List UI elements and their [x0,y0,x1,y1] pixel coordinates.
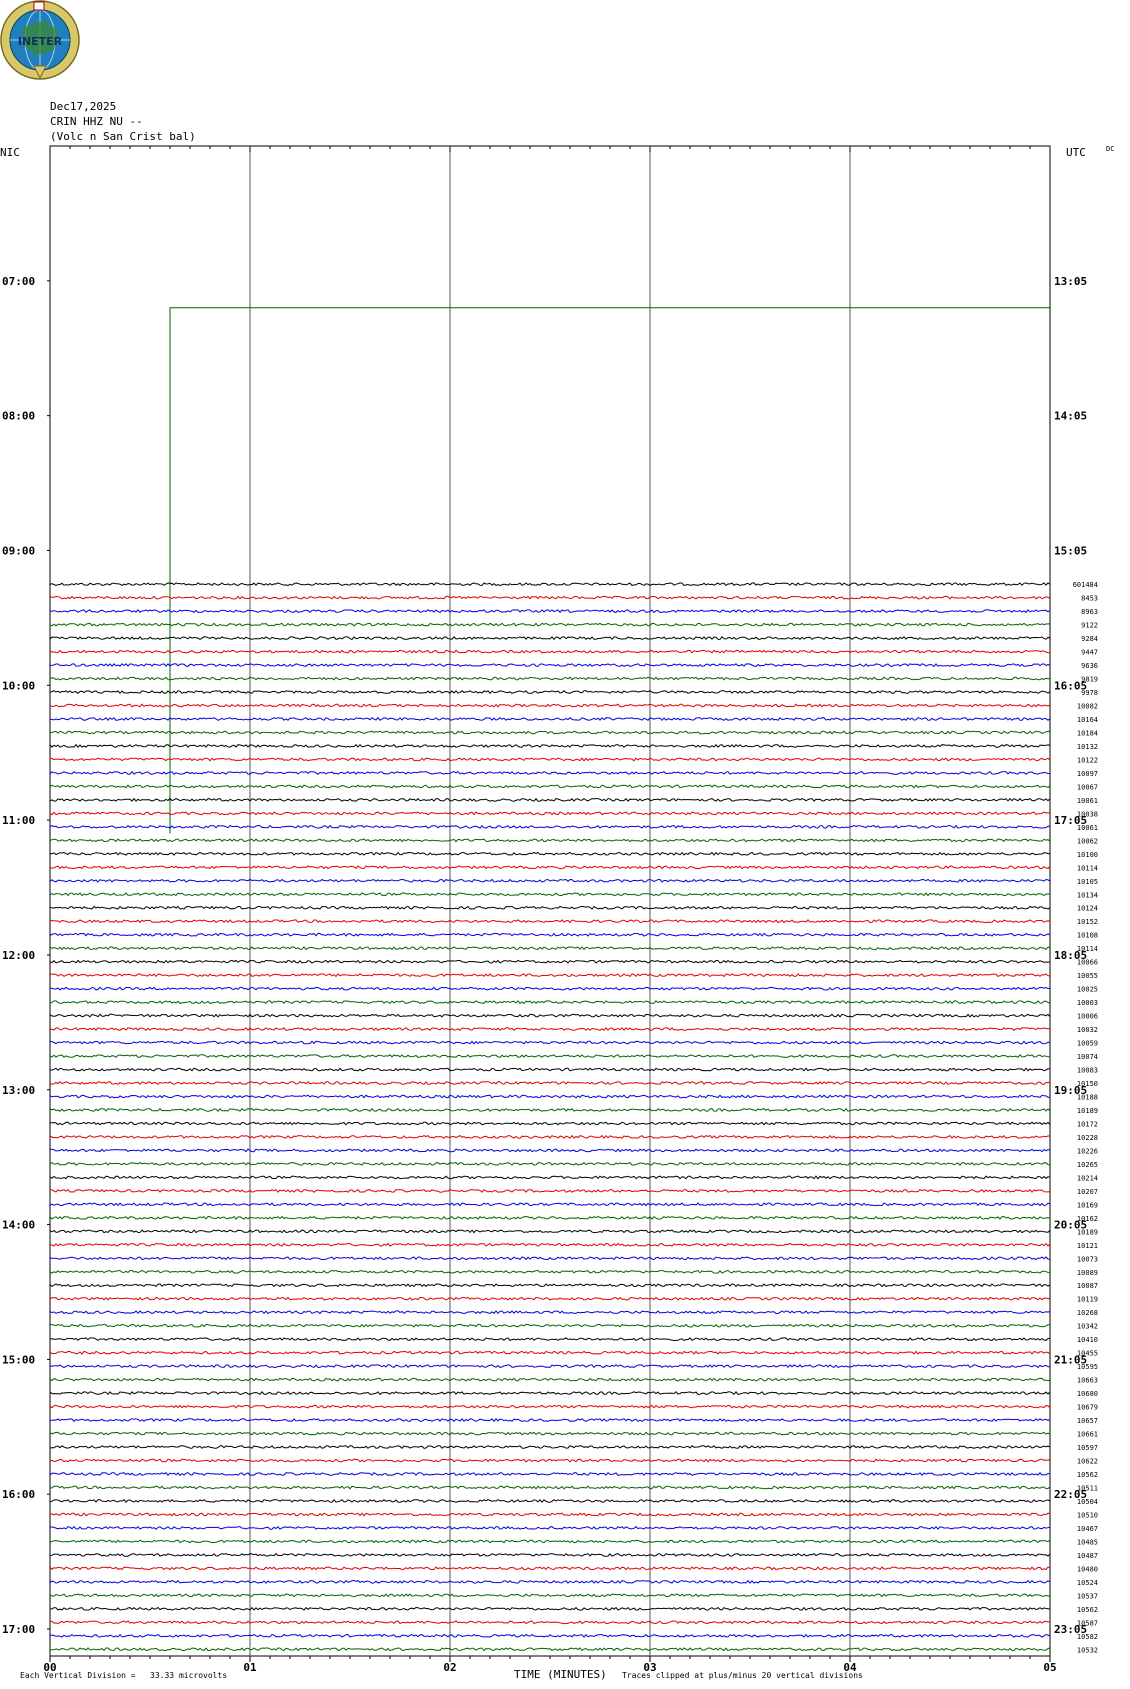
dc-value: 10122 [1076,756,1098,765]
seismic-trace [50,610,1050,613]
left-hour-label: 15:00 [2,1353,36,1367]
seismic-trace [50,933,1050,936]
seismic-trace [50,1028,1050,1031]
dc-value: 9284 [1081,635,1098,644]
dc-value: 10562 [1076,1605,1098,1614]
x-tick-label: 04 [843,1661,857,1674]
right-hour-label: 21:05 [1054,1353,1088,1367]
footer-scale-note: Each Vertical Division = 33.33 microvolts [20,1671,228,1680]
dc-value: 10124 [1076,904,1098,913]
seismic-trace [50,1405,1050,1408]
dc-value: 10061 [1076,823,1098,832]
dc-value: 10467 [1076,1524,1098,1533]
dc-value: 10121 [1076,1241,1098,1250]
dc-value: 10214 [1076,1174,1098,1183]
seismic-trace [50,704,1050,707]
dc-value: 10562 [1076,1470,1098,1479]
x-axis-title: TIME (MINUTES) [514,1668,607,1681]
dc-value: 10074 [1076,1053,1098,1062]
dc-header: DC [1106,145,1115,153]
dc-value: 8963 [1081,608,1098,617]
dc-value: 10511 [1076,1484,1098,1493]
dc-value: 10587 [1076,1619,1098,1628]
right-hour-label: 16:05 [1054,679,1088,693]
seismic-trace [50,1082,1050,1085]
seismic-trace [50,691,1050,694]
seismic-trace [50,1244,1050,1247]
seismic-trace [50,974,1050,977]
dc-value: 9978 [1081,689,1098,698]
seismic-trace [50,947,1050,950]
dc-value: 10663 [1076,1376,1098,1385]
dc-value: 9819 [1081,675,1098,684]
dc-value: 10150 [1076,1080,1098,1089]
svg-text:INETER: INETER [17,35,63,48]
dc-value: 10189 [1076,1106,1098,1115]
seismic-trace [50,866,1050,869]
left-hour-label: 09:00 [2,544,36,558]
seismic-trace [50,1297,1050,1300]
seismic-trace [50,1176,1050,1179]
seismic-trace [50,637,1050,640]
seismic-trace [50,1351,1050,1354]
seismic-trace [50,1513,1050,1516]
seismic-trace [50,1635,1050,1638]
seismic-trace [50,1527,1050,1530]
seismic-trace [50,583,1050,586]
dc-value: 10082 [1076,702,1098,711]
dc-value: 10532 [1076,1646,1098,1655]
left-axis-title: NIC [0,146,20,159]
seismic-trace [50,1486,1050,1489]
seismic-trace [50,677,1050,680]
dc-value: 10480 [1076,1565,1098,1574]
right-hour-label: 19:05 [1054,1083,1088,1097]
dc-value: 10061 [1076,796,1098,805]
seismic-trace [50,758,1050,761]
dc-value: 10268 [1076,1309,1098,1318]
seismic-trace [50,1271,1050,1274]
dc-value: 8453 [1081,594,1098,603]
dc-value: 10025 [1076,985,1098,994]
seismic-trace [50,1621,1050,1624]
dc-value: 10524 [1076,1578,1098,1587]
seismic-trace [50,745,1050,748]
seismic-trace [50,1392,1050,1395]
dc-value: 10119 [1076,1295,1098,1304]
seismic-trace [50,1122,1050,1125]
right-hour-label: 22:05 [1054,1488,1088,1502]
dc-value: 10100 [1076,850,1098,859]
right-hour-label: 17:05 [1054,814,1088,828]
dc-value: 10089 [1076,1268,1098,1277]
dc-value: 10537 [1076,1592,1098,1601]
seismic-trace [50,799,1050,802]
left-hour-label: 07:00 [2,274,36,288]
seismic-trace [50,1149,1050,1152]
dc-value: 10108 [1076,931,1098,940]
left-hour-label: 11:00 [2,814,36,828]
seismic-trace [50,1055,1050,1058]
dc-value: 10680 [1076,1390,1098,1399]
dc-value: 10188 [1076,1093,1098,1102]
dc-value: 10062 [1076,837,1098,846]
x-tick-label: 05 [1043,1661,1057,1674]
dc-value: 10059 [1076,1039,1098,1048]
seismic-trace [50,1217,1050,1220]
dc-value: 10207 [1076,1187,1098,1196]
seismic-trace [50,1109,1050,1112]
dc-value: 10228 [1076,1133,1098,1142]
dc-value: 9122 [1081,621,1098,630]
plot-frame [50,146,1050,1656]
station-label: CRIN HHZ NU -- [50,115,143,128]
dc-value: 10455 [1076,1349,1098,1358]
seismic-trace [50,1608,1050,1611]
seismic-trace [50,731,1050,734]
seismic-trace [50,664,1050,667]
right-hour-label: 14:05 [1054,409,1088,423]
x-tick-label: 01 [243,1661,257,1674]
x-tick-label: 02 [443,1661,457,1674]
dc-value: 10184 [1076,729,1098,738]
dc-value: 10055 [1076,972,1098,981]
seismic-trace [50,1324,1050,1327]
right-hour-label: 13:05 [1054,274,1088,288]
date-label: Dec17,2025 [50,100,117,113]
right-hour-label: 18:05 [1054,948,1088,962]
seismic-trace [50,1338,1050,1341]
seismic-trace [50,1014,1050,1017]
site-label: (Volc n San Crist bal) [50,130,196,143]
seismic-trace [50,853,1050,856]
dc-value: 10162 [1076,1214,1098,1223]
dc-value: 10622 [1076,1457,1098,1466]
step-marker [170,308,1050,834]
dc-value: 10485 [1076,1538,1098,1547]
right-hour-label: 15:05 [1054,544,1088,558]
right-hour-label: 20:05 [1054,1218,1088,1232]
dc-value: 10114 [1076,945,1098,954]
seismic-trace [50,987,1050,990]
dc-value: 10132 [1076,742,1098,751]
seismic-trace [50,1041,1050,1044]
seismic-trace [50,906,1050,909]
left-hour-label: 14:00 [2,1218,36,1232]
dc-value: 10172 [1076,1120,1098,1129]
seismic-trace [50,826,1050,829]
dc-value: 10265 [1076,1160,1098,1169]
seismic-trace [50,812,1050,815]
dc-value: 10679 [1076,1403,1098,1412]
dc-value: 10597 [1076,1444,1098,1453]
seismic-trace [50,880,1050,883]
seismic-trace [50,1554,1050,1557]
dc-value: 10038 [1076,810,1098,819]
dc-value: 601484 [1072,581,1098,590]
seismic-trace [50,1365,1050,1368]
dc-value: 10595 [1076,1363,1098,1372]
seismic-trace [50,1446,1050,1449]
left-hour-label: 10:00 [2,679,36,693]
seismic-trace [50,1594,1050,1597]
seismic-trace [50,1459,1050,1462]
seismic-trace [50,1001,1050,1004]
seismic-trace [50,1068,1050,1071]
seismic-trace [50,650,1050,653]
seismic-trace [50,1540,1050,1543]
dc-value: 10226 [1076,1147,1098,1156]
dc-value: 9636 [1081,662,1098,671]
right-hour-label: 23:05 [1054,1623,1088,1637]
dc-value: 10114 [1076,864,1098,873]
dc-value: 10487 [1076,1551,1098,1560]
dc-value: 10504 [1076,1497,1098,1506]
seismic-trace [50,893,1050,896]
footer-clip-note: Traces clipped at plus/minus 20 vertical divisions [622,1671,863,1680]
dc-value: 10169 [1076,1201,1098,1210]
seismic-trace [50,1473,1050,1476]
right-axis-title: UTC [1066,146,1086,159]
dc-value: 10342 [1076,1322,1098,1331]
left-hour-label: 08:00 [2,409,36,423]
x-tick-label: 03 [643,1661,657,1674]
dc-value: 10510 [1076,1511,1098,1520]
left-hour-label: 17:00 [2,1623,36,1637]
seismic-trace [50,1581,1050,1584]
seismic-trace [50,1095,1050,1098]
seismic-trace [50,839,1050,842]
dc-value: 10073 [1076,1255,1098,1264]
dc-value: 10083 [1076,1066,1098,1075]
seismic-trace [50,785,1050,788]
seismic-trace [50,623,1050,626]
seismic-trace [50,718,1050,721]
seismic-trace [50,920,1050,923]
left-hour-label: 16:00 [2,1488,36,1502]
dc-value: 10032 [1076,1026,1098,1035]
dc-value: 10164 [1076,715,1098,724]
dc-value: 10097 [1076,769,1098,778]
dc-value: 10067 [1076,783,1098,792]
seismic-trace [50,596,1050,599]
seismic-trace [50,1500,1050,1503]
seismic-trace [50,960,1050,963]
dc-value: 10134 [1076,891,1098,900]
seismic-trace [50,1284,1050,1287]
dc-value: 10003 [1076,999,1098,1008]
dc-value: 10410 [1076,1336,1098,1345]
left-hour-label: 13:00 [2,1083,36,1097]
seismic-trace [50,1136,1050,1139]
seismic-trace [50,1257,1050,1260]
seismic-trace [50,1432,1050,1435]
seismic-trace [50,1203,1050,1206]
dc-value: 9447 [1081,648,1098,657]
seismic-trace [50,1230,1050,1233]
dc-value: 10105 [1076,877,1098,886]
dc-value: 10006 [1076,1012,1098,1021]
seismic-trace [50,1190,1050,1193]
seismic-trace [50,1378,1050,1381]
dc-value: 10189 [1076,1228,1098,1237]
x-tick-label: 00 [43,1661,57,1674]
dc-value: 10066 [1076,958,1098,967]
seismic-trace [50,1163,1050,1166]
left-hour-label: 12:00 [2,948,36,962]
seismic-trace [50,1419,1050,1422]
seismic-trace [50,1311,1050,1314]
seismic-trace [50,1648,1050,1651]
dc-value: 10582 [1076,1632,1098,1641]
dc-value: 10657 [1076,1417,1098,1426]
seismic-trace [50,1567,1050,1570]
seismic-trace [50,772,1050,775]
dc-value: 10661 [1076,1430,1098,1439]
dc-value: 10087 [1076,1282,1098,1291]
dc-value: 10152 [1076,918,1098,927]
